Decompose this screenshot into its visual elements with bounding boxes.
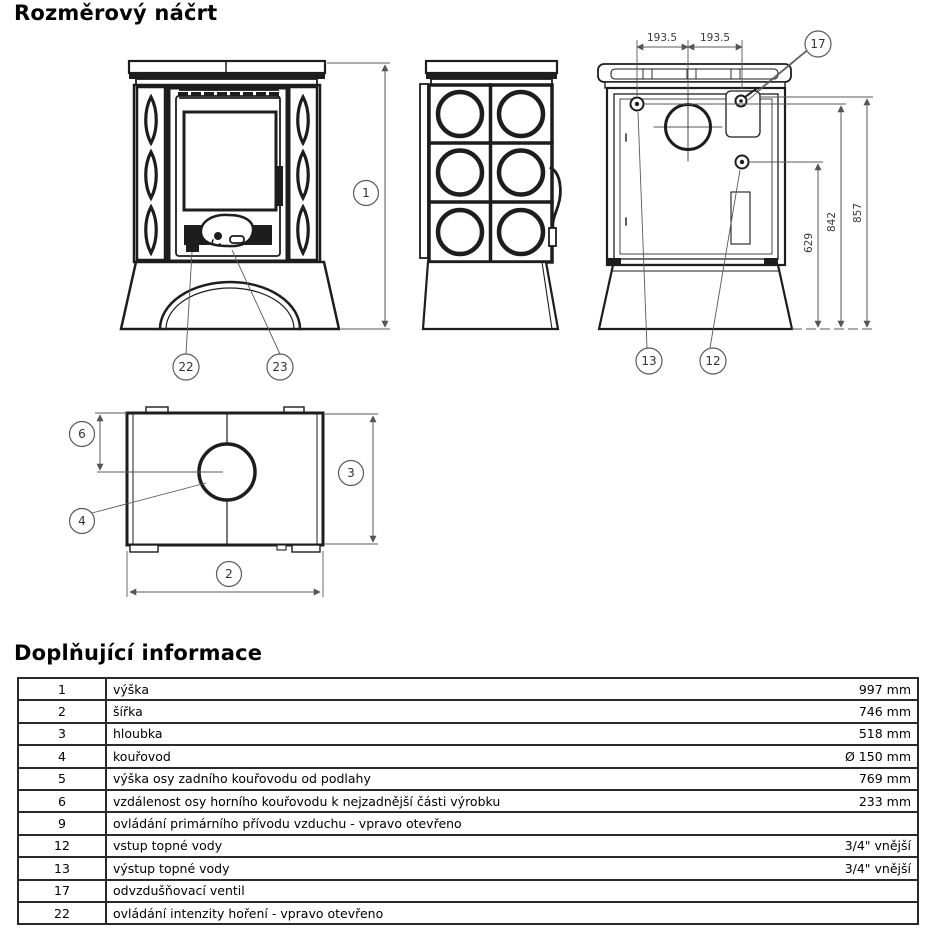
row-number-cell: 1	[18, 678, 106, 700]
row-number-cell: 22	[18, 902, 106, 924]
row-number-cell: 9	[18, 812, 106, 834]
callout-6	[70, 422, 95, 447]
table-row	[18, 812, 918, 834]
svg-text:23: 23	[272, 360, 288, 375]
svg-text:17: 17	[810, 37, 826, 52]
svg-text:13: 13	[641, 354, 657, 369]
svg-text:2: 2	[225, 567, 233, 582]
row-value-cell: 3/4" vnější	[735, 857, 918, 879]
row-number-cell: 2	[18, 700, 106, 722]
top-view	[70, 407, 379, 597]
row-number-cell: 13	[18, 857, 106, 879]
dim-label-193-5-left: 193.5	[646, 32, 678, 44]
table-row	[18, 723, 918, 745]
row-number-cell: 17	[18, 880, 106, 902]
front-view	[121, 61, 390, 380]
row-value-cell: 233 mm	[735, 790, 918, 812]
svg-text:4: 4	[78, 514, 86, 529]
svg-text:1: 1	[362, 186, 370, 201]
callout-17	[805, 31, 831, 57]
row-label-cell: vzdálenost osy horního kouřovodu k nejzadnější části výrobku	[106, 790, 735, 812]
callout-23	[267, 354, 293, 380]
callout-22	[173, 354, 199, 380]
row-label-cell: ovládání primárního přívodu vzduchu - vpravo otevřeno	[106, 812, 735, 834]
row-number-cell: 4	[18, 745, 106, 767]
svg-text:22: 22	[178, 360, 194, 375]
row-value-cell: 518 mm	[735, 723, 918, 745]
door-emblem	[201, 215, 253, 246]
row-label-cell: odvzdušňovací ventil	[106, 880, 735, 902]
row-value-cell: 746 mm	[735, 700, 918, 722]
row-value-cell: 997 mm	[735, 678, 918, 700]
row-value-cell	[735, 902, 918, 924]
section-title: Doplňující informace	[14, 641, 263, 665]
callout-3	[339, 461, 364, 486]
svg-text:3: 3	[347, 466, 355, 481]
row-number-cell: 3	[18, 723, 106, 745]
row-number-cell: 12	[18, 835, 106, 857]
row-label-cell: kouřovod	[106, 745, 735, 767]
row-label-cell: ovládání intenzity hoření - vpravo otevřeno	[106, 902, 735, 924]
dim-label-193-5-right: 193.5	[699, 32, 731, 44]
row-label-cell: výška osy zadního kouřovodu od podlahy	[106, 768, 735, 790]
rear-view	[598, 31, 873, 374]
dim-label-857: 857	[852, 202, 864, 224]
table-row	[18, 745, 918, 767]
door-handle	[277, 166, 283, 206]
page-title: Rozměrový náčrt	[14, 1, 218, 25]
row-value-cell: 769 mm	[735, 768, 918, 790]
row-value-cell: Ø 150 mm	[735, 745, 918, 767]
row-label-cell: šířka	[106, 700, 735, 722]
table-row	[18, 768, 918, 790]
table-row	[18, 835, 918, 857]
table-row	[18, 790, 918, 812]
table-row	[18, 880, 918, 902]
table-row	[18, 700, 918, 722]
callout-1	[354, 181, 379, 206]
row-number-cell: 6	[18, 790, 106, 812]
row-value-cell: 3/4" vnější	[735, 835, 918, 857]
row-number-cell: 5	[18, 768, 106, 790]
row-label-cell: hloubka	[106, 723, 735, 745]
callout-2	[217, 562, 242, 587]
callout-4	[70, 509, 95, 534]
additional-info-table	[17, 677, 919, 925]
table-row	[18, 857, 918, 879]
svg-text:6: 6	[78, 427, 86, 442]
dim-label-629: 629	[803, 232, 815, 254]
svg-text:12: 12	[705, 354, 721, 369]
callout-12	[700, 348, 726, 374]
row-value-cell	[735, 880, 918, 902]
callout-13	[636, 348, 662, 374]
table-row	[18, 678, 918, 700]
row-value-cell	[735, 812, 918, 834]
dim-label-842: 842	[826, 211, 838, 233]
row-label-cell: vstup topné vody	[106, 835, 735, 857]
row-label-cell: výstup topné vody	[106, 857, 735, 879]
side-view	[420, 61, 560, 329]
table-row	[18, 902, 918, 924]
row-label-cell: výška	[106, 678, 735, 700]
